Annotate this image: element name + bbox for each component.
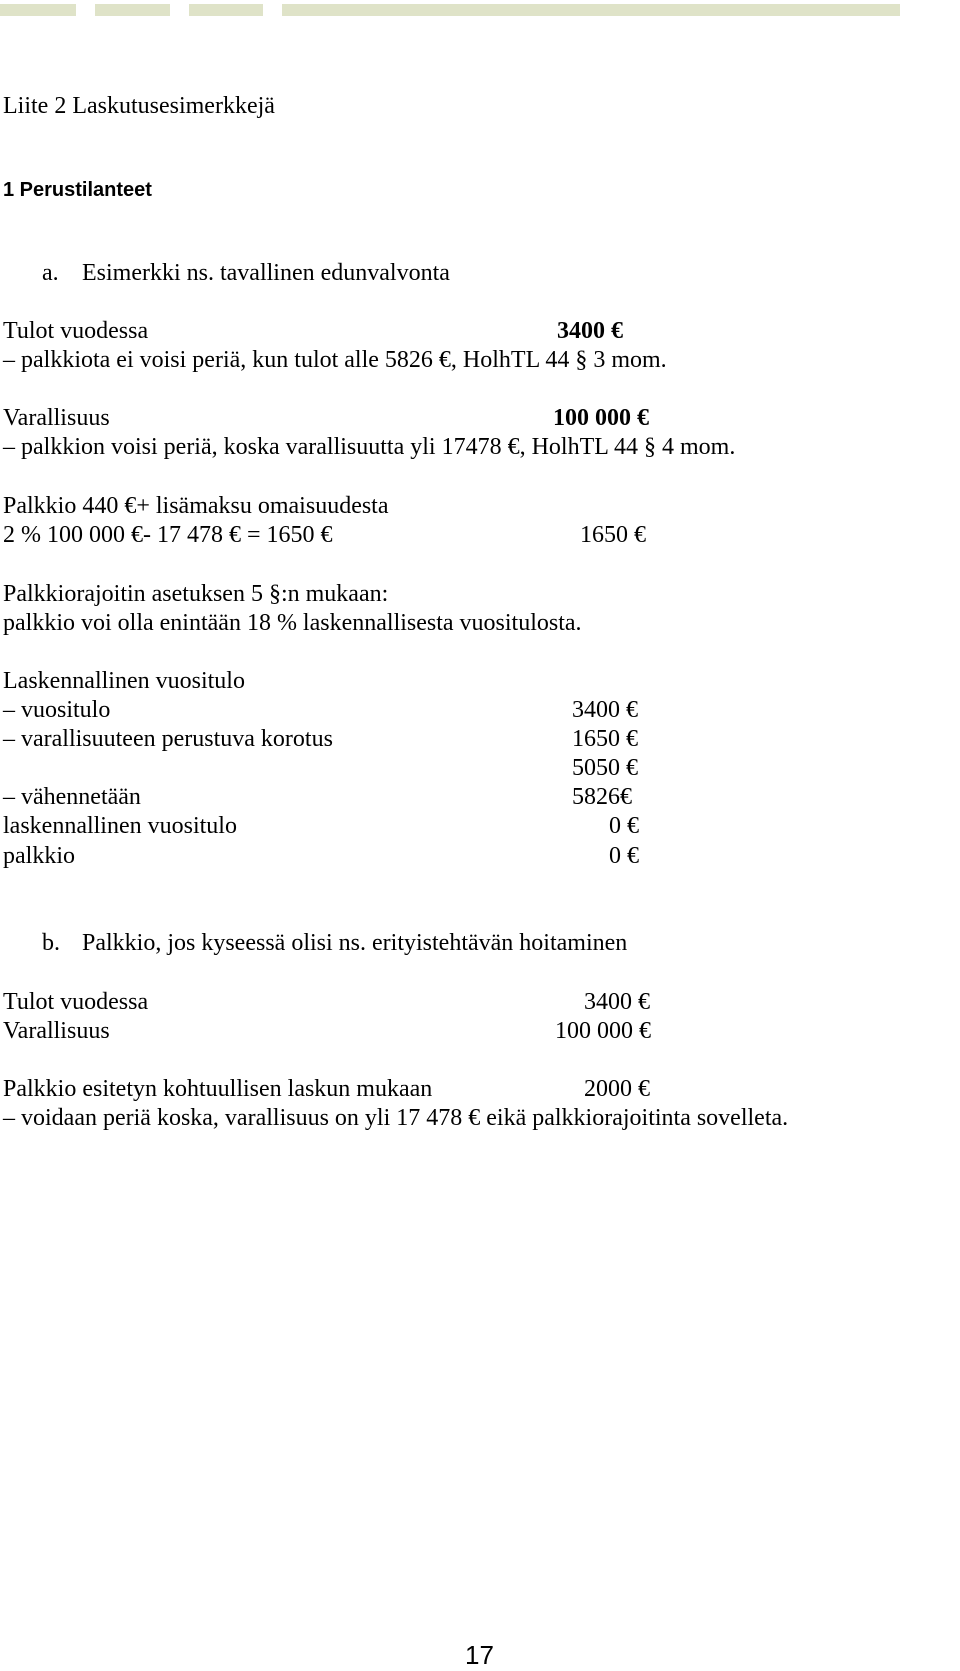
page-number: 17 xyxy=(465,1640,494,1670)
income-label: Tulot vuodessa xyxy=(3,989,149,1015)
header-bar-2 xyxy=(95,4,170,16)
calc-row-label: palkkio xyxy=(3,843,75,869)
assets-value: 100 000 € xyxy=(553,405,649,431)
calc-row-value: 5826€ xyxy=(572,784,632,810)
income-value: 3400 € xyxy=(584,989,650,1015)
calc-row-label: laskennallinen vuositulo xyxy=(3,813,237,839)
section-heading: 1 Perustilanteet xyxy=(3,179,152,201)
appendix-title: Liite 2 Laskutusesimerkkejä xyxy=(3,93,275,119)
calc-row-label: – vähennetään xyxy=(3,784,141,810)
calc-row-label: – vuositulo xyxy=(3,697,111,723)
fee-line-2: 2 % 100 000 €- 17 478 € = 1650 € xyxy=(3,522,333,548)
fee-label: Palkkio esitetyn kohtuullisen laskun mukaan xyxy=(3,1076,433,1102)
calc-row-value: 3400 € xyxy=(572,697,638,723)
limit-line-1: Palkkiorajoitin asetuksen 5 §:n mukaan: xyxy=(3,581,389,607)
income-value: 3400 € xyxy=(557,318,623,344)
assets-value: 100 000 € xyxy=(555,1018,651,1044)
calc-row-label: – varallisuuteen perustuva korotus xyxy=(3,726,333,752)
income-note: – palkkiota ei voisi periä, kun tulot alle 5826 €, HolhTL 44 § 3 mom. xyxy=(3,347,667,373)
assets-label: Varallisuus xyxy=(3,405,110,431)
assets-label: Varallisuus xyxy=(3,1018,110,1044)
example-b-title xyxy=(42,928,627,958)
fee-value: 1650 € xyxy=(580,522,646,548)
assets-note: – palkkion voisi periä, koska varallisuutta yli 17478 €, HolhTL 44 § 4 mom. xyxy=(3,434,736,460)
calc-row-value: 1650 € xyxy=(572,726,638,752)
example-b-marker: b. xyxy=(42,930,60,956)
example-a-title-text: Esimerkki ns. tavallinen edunvalvonta xyxy=(82,260,450,286)
calc-row-value: 0 € xyxy=(609,843,639,869)
example-b-title-text: Palkkio, jos kyseessä olisi ns. erityistehtävän hoitaminen xyxy=(82,930,628,956)
fee-note: – voidaan periä koska, varallisuus on yli 17 478 € eikä palkkiorajoitinta sovelleta. xyxy=(3,1105,789,1131)
header-bar-3 xyxy=(189,4,263,16)
income-label: Tulot vuodessa xyxy=(3,318,149,344)
calc-row-value: 5050 € xyxy=(572,755,638,781)
fee-value: 2000 € xyxy=(584,1076,650,1102)
fee-line-1: Palkkio 440 €+ lisämaksu omaisuudesta xyxy=(3,493,389,519)
header-bar-1 xyxy=(0,4,76,16)
limit-line-2: palkkio voi olla enintään 18 % laskennallisesta vuositulosta. xyxy=(3,610,582,636)
calc-row-value: 0 € xyxy=(609,813,639,839)
calc-heading: Laskennallinen vuositulo xyxy=(3,668,245,694)
example-a-marker: a. xyxy=(42,260,59,286)
header-bar-4 xyxy=(282,4,900,16)
example-a-title xyxy=(42,258,450,288)
